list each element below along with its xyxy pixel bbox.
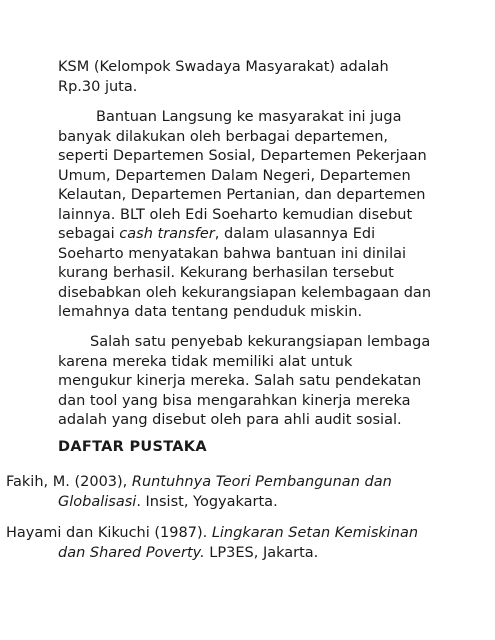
text-line: Kelautan, Departemen Pertanian, dan departemen: [58, 187, 426, 203]
text-line: [6, 492, 476, 512]
text-line: [6, 472, 476, 492]
text-line: disebabkan oleh kekurangsiapan kelembagaan dan: [58, 284, 432, 301]
reference-entry: [6, 472, 476, 512]
reference-author: Hayami dan Kikuchi (1987).: [6, 525, 212, 541]
text-line: [58, 225, 438, 245]
text-line: mengukur kinerja mereka. Salah satu pendekatan: [58, 373, 422, 389]
text-line: lemahnya data tentang penduduk miskin.: [58, 304, 363, 320]
paragraph-ksm: [58, 58, 438, 97]
reference-title: Lingkaran Setan Kemiskinan: [211, 525, 419, 541]
text-line: kurang berhasil. Kekurang berhasilan tersebut: [58, 265, 394, 281]
text-segment: sebagai: [58, 226, 120, 242]
text-line: Rp.30 juta.: [58, 78, 138, 95]
reference-publisher: . Insist, Yogyakarta.: [136, 494, 278, 510]
paragraph-bantuan-langsung: [58, 108, 438, 323]
text-line: karena mereka tidak memiliki alat untuk: [58, 353, 353, 370]
text-segment: , dalam ulasannya Edi: [214, 226, 376, 242]
text-line: Bantuan Langsung ke masyarakat ini juga: [96, 109, 402, 125]
text-line: [6, 543, 476, 563]
text-line: [6, 523, 476, 543]
text-line: Soeharto menyatakan bahwa bantuan ini dinilai: [58, 245, 407, 262]
text-line: Umum, Departemen Dalam Negeri, Departemen: [58, 167, 411, 184]
reference-title: Runtuhnya Teori Pembangunan dan: [131, 474, 392, 490]
reference-title: dan Shared Poverty.: [58, 545, 205, 561]
text-line: adalah yang disebut oleh para ahli audit sosial.: [58, 412, 402, 428]
text-line: seperti Departemen Sosial, Departemen Pekerjaan: [58, 148, 427, 164]
text-line: banyak dilakukan oleh berbagai departemen,: [58, 128, 389, 145]
italic-term: cash transfer: [119, 226, 215, 242]
reference-publisher: LP3ES, Jakarta.: [204, 545, 319, 561]
section-heading-daftar-pustaka: DAFTAR PUSTAKA: [58, 439, 207, 455]
text-line: KSM (Kelompok Swadaya Masyarakat) adalah: [58, 59, 389, 75]
reference-entry: [6, 523, 476, 563]
text-line: Salah satu penyebab kekurangsiapan lembaga: [90, 334, 431, 350]
paragraph-penyebab: [58, 333, 438, 431]
reference-author: Fakih, M. (2003),: [6, 474, 132, 490]
text-line: dan tool yang bisa mengarahkan kinerja mereka: [58, 392, 411, 409]
reference-title: Globalisasi: [58, 494, 137, 510]
text-line: lainnya. BLT oleh Edi Soeharto kemudian disebut: [58, 206, 413, 223]
